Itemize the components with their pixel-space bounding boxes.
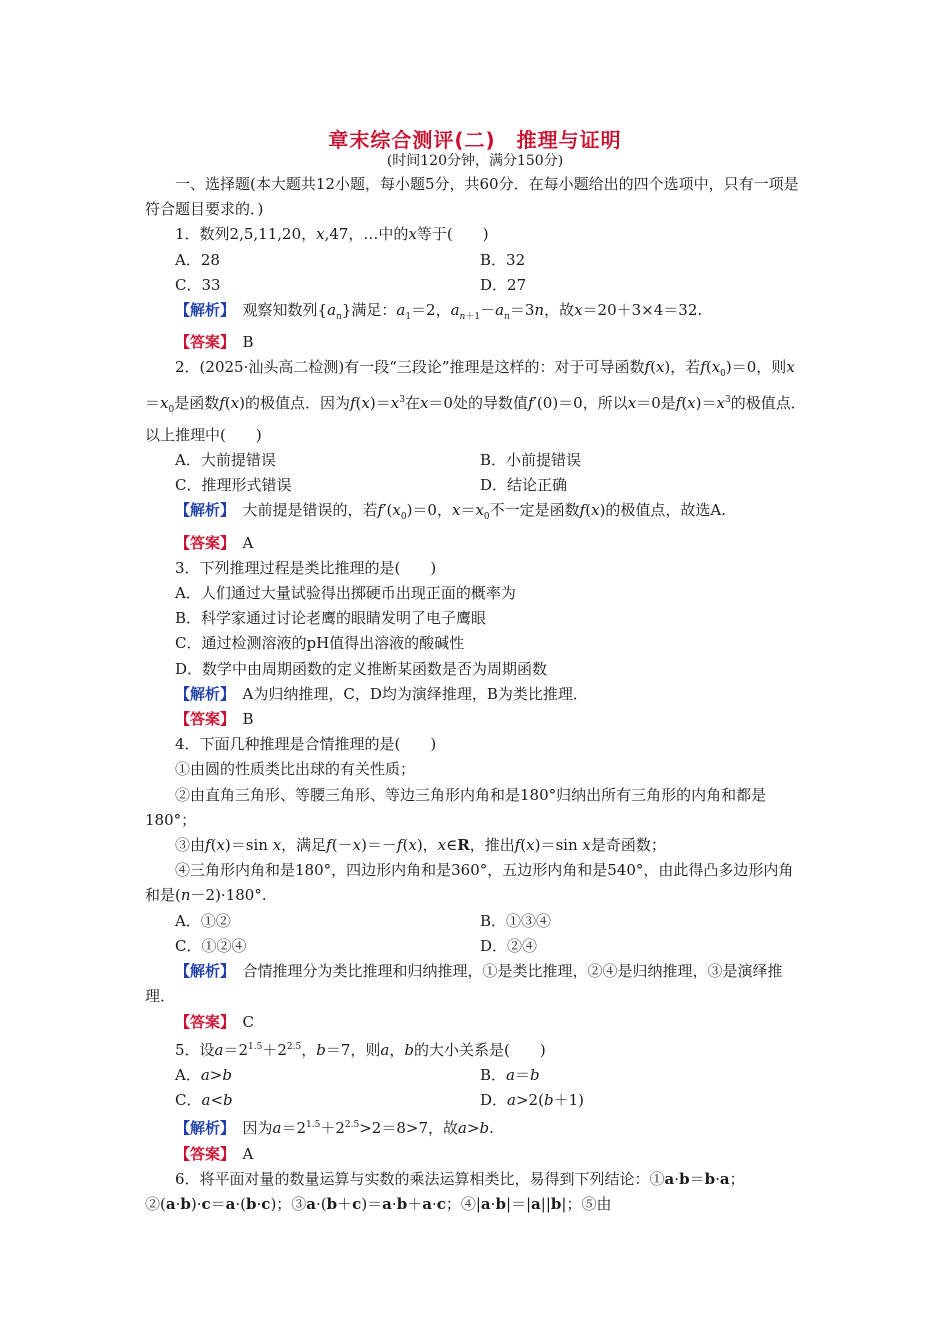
question-6-stem: 6．将平面对量的数量运算与实数的乘法运算相类比，易得到下列结论：①a·b＝b·a；②(a·b)·c＝a·(b·c)；③a·(b＋c)＝a·b＋a·c；④|a·b|＝|a||b|；⑤由 (145, 1169, 745, 1213)
question-2-options (145, 473, 808, 498)
analysis-tag: 【解析】 (175, 301, 228, 320)
analysis-text: 合情推理分为类比推理和归纳推理，①是类比推理，②④是归纳推理，③是演绎推理． (145, 962, 783, 1006)
option: D．结论正确 (480, 476, 568, 495)
answer-value: C (242, 1012, 255, 1031)
option: D．27 (480, 275, 527, 294)
option: A．a>b (175, 1065, 232, 1084)
question-4-stem: 4．下面几种推理是合情推理的是( ) (175, 735, 437, 754)
option: D．数学中由周期函数的定义推断某函数是否为周期函数 (175, 659, 548, 678)
option: B．①③④ (480, 911, 552, 930)
question-4-answer (145, 1010, 808, 1035)
option: B．32 (480, 250, 526, 269)
option: A．大前提错误 (175, 451, 276, 470)
page-title: 章末综合测评(二) 推理与证明 (328, 128, 622, 152)
question-5-answer (145, 1142, 808, 1167)
analysis-tag: 【解析】 (175, 501, 228, 520)
question-5-options (145, 1063, 808, 1088)
question-1-options (145, 273, 808, 298)
question-4-item-3: ③由f(x)＝sin x，满足f(－x)＝－f(x)，x∈R，推出f(x)＝sin x是奇函数； (175, 836, 666, 855)
option: C．①②④ (175, 936, 247, 955)
question-3-answer (145, 707, 808, 732)
question-1-answer (145, 330, 808, 355)
answer-tag: 【答案】 (175, 1144, 228, 1163)
answer-value: A (242, 533, 254, 552)
option: A．28 (175, 250, 220, 269)
answer-tag: 【答案】 (175, 1012, 228, 1031)
analysis-tag: 【解析】 (175, 1119, 228, 1138)
question-5-analysis: 【解析】 因为$a=2^{1.5}+2^{2.5}>2=8>7$，故a>b. (175, 1119, 494, 1138)
option: C．推理形式错误 (175, 476, 292, 495)
option: A．人们通过大量试验得出掷硬币出现正面的概率为 (175, 584, 516, 603)
option: A．①② (175, 911, 231, 930)
answer-value: B (242, 333, 254, 352)
analysis-tag: 【解析】 (175, 962, 228, 981)
question-4-analysis (145, 959, 808, 1009)
option: B．a＝b (480, 1065, 540, 1084)
option: B．科学家通过讨论老鹰的眼睛发明了电子鹰眼 (175, 609, 487, 628)
question-2-options (145, 448, 808, 473)
analysis-text: A为归纳推理，C，D均为演绎推理，B为类比推理． (242, 684, 588, 703)
section-intro: 一、选择题(本大题共12小题，每小题5分，共60分．在每小题给出的四个选项中，只有一项是符合题目要求的．) (145, 175, 799, 219)
question-4-options (145, 909, 808, 934)
question-4-item-1: ①由圆的性质类比出球的有关性质； (175, 760, 416, 779)
option: D．②④ (480, 936, 538, 955)
option: D．a>2(b＋1) (480, 1091, 584, 1110)
document-body (145, 172, 808, 1217)
question-2-analysis: 【解析】 大前提是错误的，若$f'(x_0)=0$，$x=x_0$不一定是函数f(x)的极值点，故选A. (175, 501, 727, 523)
question-4-item-4: ④三角形内角和是180°，四边形内角和是360°，五边形内角和是540°，由此得凸多边形内角和是(n－2)·180°. (145, 861, 794, 905)
question-2-stem: 2．(2025·汕头高二检测)有一段“三段论”推理是这样的：对于可导函数f(x)，若$f(x_0)=0$，则$x=x_0$是函数f(x)的极值点．因为$f(x)=x^3$在x＝0处的导数值f′(0)＝0，所以x＝0是$f(x)=x^3$的极值点．以上推理中( ) (145, 358, 806, 444)
page-subtitle: (时间120分钟，满分150分) (386, 153, 564, 169)
question-3-stem: 3．下列推理过程是类比推理的是( ) (175, 558, 437, 577)
answer-tag: 【答案】 (175, 533, 228, 552)
question-2-answer (145, 531, 808, 556)
question-5-stem: 5．设$a=2^{1.5}+2^{2.5}$，b＝7，则a，b的大小关系是( ) (175, 1040, 546, 1059)
answer-value: A (242, 1144, 254, 1163)
option: B．小前提错误 (480, 451, 582, 470)
analysis-tag: 【解析】 (175, 684, 228, 703)
question-4-options (145, 934, 808, 959)
option: C．通过检测溶液的pH值得出溶液的酸碱性 (175, 634, 465, 653)
answer-value: B (242, 710, 254, 729)
answer-tag: 【答案】 (175, 710, 228, 729)
question-1-analysis: 【解析】 观察知数列$\{a_n\}$满足：$a_1=2$，$a_{n+1}-a_n=3n$，故x＝20＋3×4＝32. (175, 301, 703, 323)
answer-tag: 【答案】 (175, 333, 228, 352)
question-5-options (145, 1088, 808, 1113)
question-1-stem: 1．数列2,5,11,20，x,47，…中的x等于( ) (175, 225, 489, 244)
question-1-options (145, 248, 808, 273)
option: C．33 (175, 275, 221, 294)
question-4-item-2: ②由直角三角形、等腰三角形、等边三角形内角和是180°归纳出所有三角形的内角和都是180°； (145, 785, 767, 829)
option: C．a<b (175, 1091, 233, 1110)
question-3-analysis (145, 682, 808, 707)
